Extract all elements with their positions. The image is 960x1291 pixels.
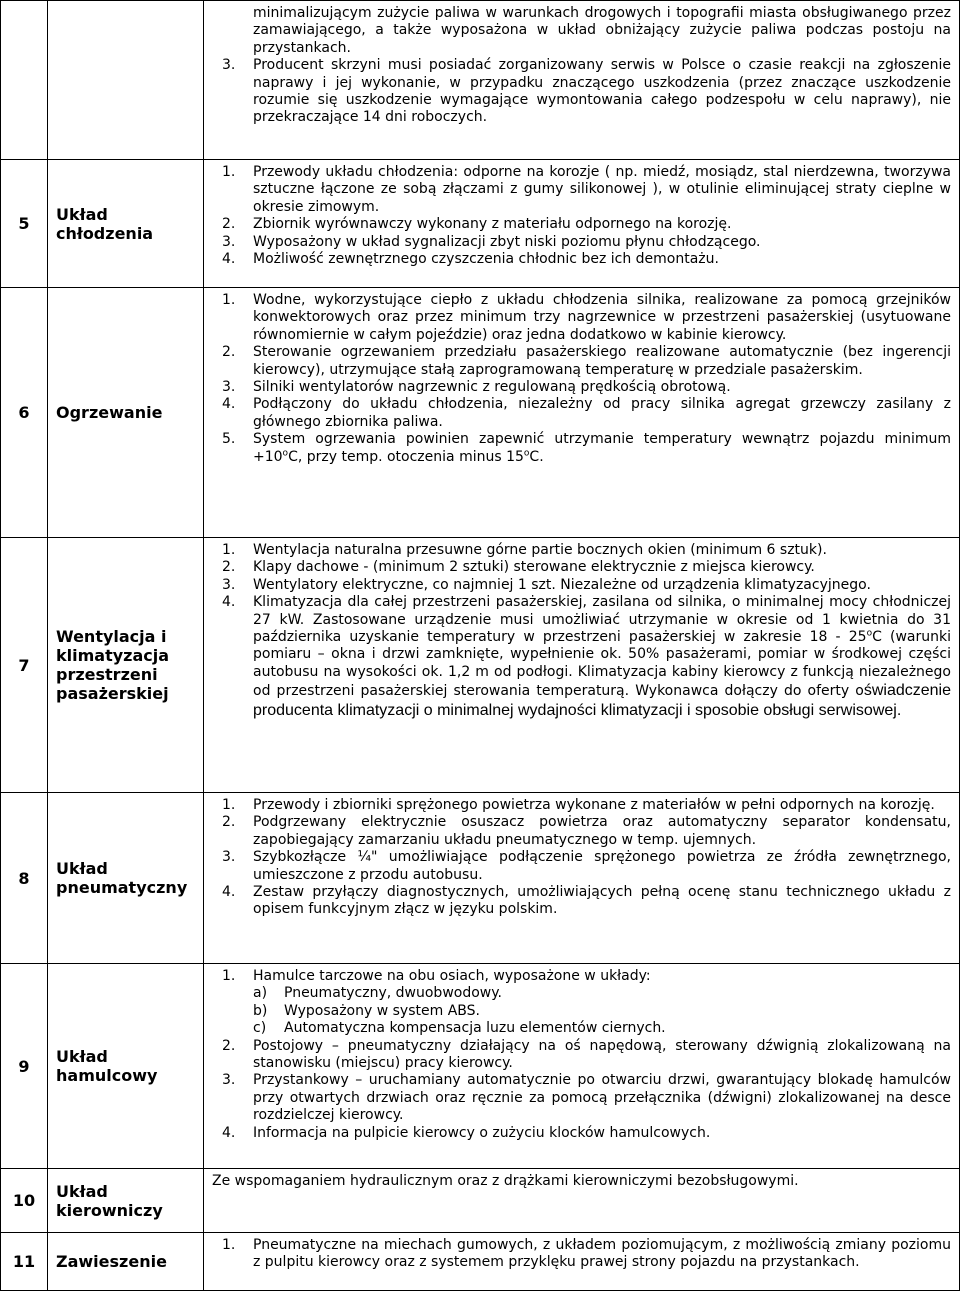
row-name: Wentylacja i klimatyzacja przestrzeni pasażerskiej xyxy=(48,538,204,793)
row-number: 9 xyxy=(1,964,48,1169)
row-description xyxy=(204,1,960,160)
row-description xyxy=(204,538,960,793)
table-row xyxy=(1,160,960,288)
row-number: 10 xyxy=(1,1169,48,1233)
requirements-list xyxy=(212,164,951,268)
row-name: Ogrzewanie xyxy=(48,288,204,538)
requirements-list xyxy=(212,968,951,1142)
list-item: 3. Silniki wentylatorów nagrzewnic z regulowaną prędkością obrotową. xyxy=(222,379,731,396)
row-name: Układ pneumatyczny xyxy=(48,793,204,964)
requirements-list xyxy=(212,797,951,919)
list-item: 5. System ogrzewania powinien zapewnić utrzymanie temperatury wewnątrz pojazdu minimum $+10^oC$, przy temp. otoczenia minus 15$^o$C. xyxy=(222,431,951,465)
list-item: minimalizującym zużycie paliwa w warunkach drogowych i topografii miasta obsługiwanego przez zamawiającego, a także wyposażona w układ obniżający zużycie paliwa podczas postoju na przystankach. xyxy=(253,5,951,56)
requirements-list xyxy=(212,5,951,127)
row-description xyxy=(204,160,960,288)
requirements-list xyxy=(212,542,951,720)
table-row xyxy=(1,1,960,160)
list-item: 3. Producent skrzyni musi posiadać zorganizowany serwis w Polsce o czasie reakcji na zgłoszenie naprawy i jej wykonanie, w przypadku znaczącego uszkodzenia (przez znaczące uszkodzenie rozumie się uszkodzenie wymagające wymontowania całego podzespołu w celu naprawy), nie przekraczające 14 dni roboczych. xyxy=(222,57,951,126)
sub-item: a) Pneumatyczny, dwuobwodowy. xyxy=(253,985,502,1002)
row-description xyxy=(204,288,960,538)
list-item: 3. Przystankowy – uruchamiany automatycznie po otwarciu drzwi, gwarantujący blokadę hamulców przy otwartych drzwiach oraz ręcznie za pomocą przełącznika (dźwigni) zlokalizowanej na desce rozdzielczej kierowcy. xyxy=(222,1072,951,1124)
list-item: 4. Podłączony do układu chłodzenia, niezależny od pracy silnika agregat grzewczy zasilany z głównego zbiornika paliwa. xyxy=(222,396,951,430)
table-row xyxy=(1,288,960,538)
description-text: Ze wspomaganiem hydraulicznym oraz z drążkami kierowniczymi bezobsługowymi. xyxy=(212,1173,799,1189)
table-row xyxy=(1,964,960,1169)
row-description xyxy=(204,793,960,964)
sub-item: b) Wyposażony w system ABS. xyxy=(253,1002,480,1019)
list-item: 2. Podgrzewany elektrycznie osuszacz powietrza oraz automatyczny separator kondensatu, zapobiegający zamarzaniu układu pneumatycznego w temp. ujemnych. xyxy=(222,814,951,848)
list-item: 4. Klimatyzacja dla całej przestrzeni pasażerskiej, zasilana od silnika, o minimalnej mocy chłodniczej 27 kW. Zastosowane urządzenie musi umożliwiać utrzymanie w okresie od 1 kwietnia do 31 października uzyskanie temperatury w przestrzeni pasażerskiej w zakresie 18 - 25$^o$C (warunki pomiaru – okna i drzwi zamknięte, wypełnienie ok. 50% pasażerami, pomiar w środkowej części autobusu na wysokości ok. 1,2 m od podłogi. Klimatyzacja kabiny kierowcy z funkcją niezależnego od przestrzeni pasażerskiej sterowania temperaturą. Wykonawca dołączy do oferty oświadczenie producenta klimatyzacji o minimalnej wydajności klimatyzacji i sposobie obsługi serwisowej. xyxy=(222,594,951,719)
table-row xyxy=(1,1169,960,1233)
row-description xyxy=(204,964,960,1169)
table-row xyxy=(1,538,960,793)
list-item: 4. Możliwość zewnętrznego czyszczenia chłodnic bez ich demontażu. xyxy=(222,251,719,268)
row-name: Układ hamulcowy xyxy=(48,964,204,1169)
list-item: 1. Wentylacja naturalna przesuwne górne partie bocznych okien (minimum 6 sztuk). xyxy=(222,542,827,558)
table-row xyxy=(1,793,960,964)
row-number: 6 xyxy=(1,288,48,538)
requirements-list xyxy=(212,292,951,466)
row-name: Układ chłodzenia xyxy=(48,160,204,288)
list-item: 2. Zbiornik wyrównawczy wykonany z materiału odpornego na korozję. xyxy=(222,216,732,233)
list-item: 2. Postojowy – pneumatyczny działający na oś napędową, sterowany dźwignią zlokalizowaną na stanowisku (miejscu) pracy kierowcy. xyxy=(222,1037,951,1072)
row-name xyxy=(48,1,204,160)
row-number: 5 xyxy=(1,160,48,288)
list-item: 1. Wodne, wykorzystujące ciepło z układu chłodzenia silnika, realizowane za pomocą grzejników konwektorowych oraz przez minimum trzy nagrzewnice w przestrzeni pasażerskiej (usytuowane równomiernie w całym pojeździe) oraz jedna dodatkowo w kabinie kierowcy. xyxy=(222,292,951,343)
list-item: 1. Przewody układu chłodzenia: odporne na korozje ( np. miedź, mosiądz, stal nierdzewna, tworzywa sztuczne łączone ze sobą złączami z gumy silikonowej ), w otulinie eliminującej straty cieplne w okresie zimowym. xyxy=(222,164,951,215)
list-item: 2. Klapy dachowe - (minimum 2 sztuki) sterowane elektrycznie z miejsca kierowcy. xyxy=(222,559,815,576)
list-item: 3. Wentylatory elektryczne, co najmniej 1 szt. Niezależne od urządzenia klimatyzacyjnego. xyxy=(222,576,871,593)
row-name: Układ kierowniczy xyxy=(48,1169,204,1233)
list-item: 4. Informacja na pulpicie kierowcy o zużyciu klocków hamulcowych. xyxy=(222,1124,711,1141)
requirements-list xyxy=(212,1237,951,1272)
row-number: 7 xyxy=(1,538,48,793)
list-item: 1. Pneumatyczne na miechach gumowych, z układem poziomującym, z możliwością zmiany poziomu z pulpitu kierowcy oraz z systemem przyklęku prawej strony pojazdu na przystankach. xyxy=(222,1237,951,1271)
list-item: 4. Zestaw przyłączy diagnostycznych, umożliwiających pełną ocenę stanu technicznego układu z opisem funkcyjnym złącz w języku polskim. xyxy=(222,884,951,918)
list-item: 2. Sterowanie ogrzewaniem przedziału pasażerskiego realizowane automatycznie (bez ingerencji kierowcy), utrzymujące stałą zaprogramowaną temperaturę w przedziale pasażerskim. xyxy=(222,344,951,378)
table-row xyxy=(1,1233,960,1291)
row-number: 11 xyxy=(1,1233,48,1291)
list-item: 1. Przewody i zbiorniki sprężonego powietrza wykonane z materiałów w pełni odpornych na korozję. xyxy=(222,797,935,813)
list-item: 3. Wyposażony w układ sygnalizacji zbyt niski poziomu płynu chłodzącego. xyxy=(222,233,761,250)
list-item: 3. Szybkozłącze ¼" umożliwiające podłączenie sprężonego powietrza ze źródła zewnętrznego, umieszczone z przodu autobusu. xyxy=(222,849,951,883)
list-item: 1. Hamulce tarczowe na obu osiach, wyposażone w układy: a) Pneumatyczny, dwuobwodowy. b) Wyposażony w system ABS. c) Automatyczna kompensacja luzu elementów ciernych. xyxy=(212,968,951,1038)
sub-item: c) Automatyczna kompensacja luzu elementów ciernych. xyxy=(253,1020,666,1037)
row-name: Zawieszenie xyxy=(48,1233,204,1291)
row-description xyxy=(204,1169,960,1233)
row-number xyxy=(1,1,48,160)
row-number: 8 xyxy=(1,793,48,964)
row-description xyxy=(204,1233,960,1291)
